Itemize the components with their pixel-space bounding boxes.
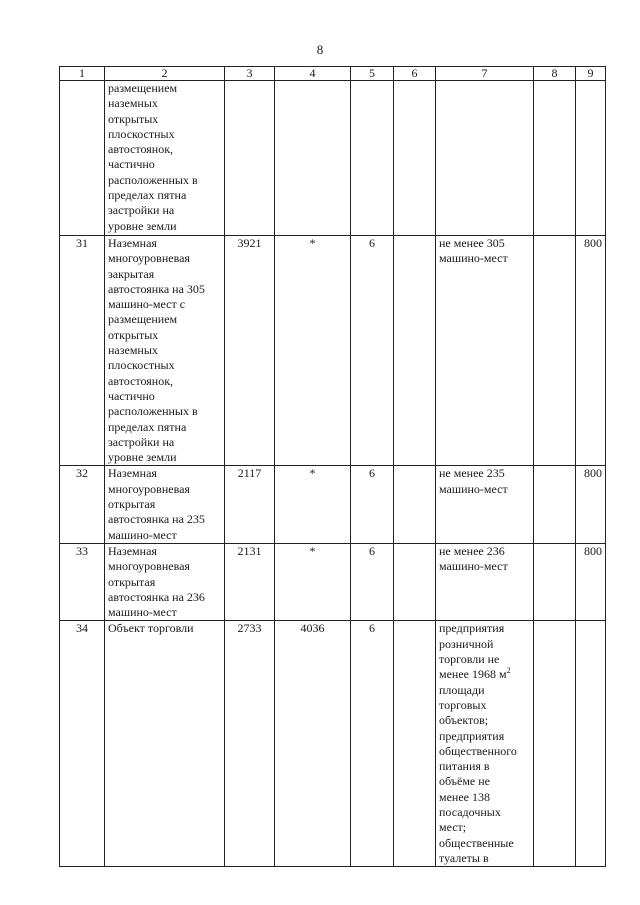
superscript-two: 2 — [506, 666, 511, 676]
cell-col8 — [534, 81, 576, 236]
cell-col7: не менее 235 машино-мест — [436, 466, 534, 543]
table-row — [60, 81, 606, 236]
column-header: 7 — [436, 67, 534, 81]
cell-col3: 2131 — [225, 543, 275, 620]
column-header: 8 — [534, 67, 576, 81]
table-row — [60, 621, 606, 867]
cell-col9: 800 — [576, 466, 606, 543]
column-header: 9 — [576, 67, 606, 81]
cell-col4: * — [275, 466, 351, 543]
cell-col6 — [394, 466, 436, 543]
data-table — [59, 66, 606, 867]
cell-col4: * — [275, 543, 351, 620]
cell-col5: 6 — [351, 236, 394, 466]
cell-col3: 3921 — [225, 236, 275, 466]
cell-col7: не менее 305 машино-мест — [436, 236, 534, 466]
cell-col7 — [436, 621, 534, 867]
row-number: 34 — [60, 621, 105, 867]
cell-col7: не менее 236 машино-мест — [436, 543, 534, 620]
cell-col5: 6 — [351, 466, 394, 543]
page-number: 8 — [316, 42, 324, 57]
cell-col8 — [534, 621, 576, 867]
row-number: 32 — [60, 466, 105, 543]
cell-col4: 4036 — [275, 621, 351, 867]
table-row — [60, 543, 606, 620]
cell-col8 — [534, 466, 576, 543]
cell-col4: * — [275, 236, 351, 466]
cell-col9: 800 — [576, 543, 606, 620]
cell-col5: 6 — [351, 621, 394, 867]
object-name: Объект торговли — [105, 621, 225, 867]
cell-col4 — [275, 81, 351, 236]
row-number: 31 — [60, 236, 105, 466]
table-header-row — [60, 67, 606, 81]
column-header: 3 — [225, 67, 275, 81]
cell-col8 — [534, 236, 576, 466]
table-row — [60, 236, 606, 466]
cell-col9: 800 — [576, 236, 606, 466]
table-row — [60, 466, 606, 543]
column-header: 5 — [351, 67, 394, 81]
cell-col9 — [576, 81, 606, 236]
cell-col3 — [225, 81, 275, 236]
cell-col3: 2733 — [225, 621, 275, 867]
column-header: 4 — [275, 67, 351, 81]
object-name: Наземная многоуровневая закрытая автостоянка на 305 машино-мест с размещением открытых наземных плоскостных автостоянок, частично расположенных в пределах пятна застройки на уровне земли — [105, 236, 225, 466]
cell-col6 — [394, 543, 436, 620]
row-number: 33 — [60, 543, 105, 620]
object-name: Наземная многоуровневая открытая автостоянка на 236 машино-мест — [105, 543, 225, 620]
cell-col5 — [351, 81, 394, 236]
row-number — [60, 81, 105, 236]
cell-col9 — [576, 621, 606, 867]
object-name: Наземная многоуровневая открытая автостоянка на 235 машино-мест — [105, 466, 225, 543]
cell-col7-text-b: площади торговых объектов; предприятия общественного питания в объёме не менее 138 посадочных мест; общественные туалеты в — [439, 682, 517, 865]
column-header: 2 — [105, 67, 225, 81]
cell-col6 — [394, 621, 436, 867]
cell-col5: 6 — [351, 543, 394, 620]
column-header: 1 — [60, 67, 105, 81]
cell-col8 — [534, 543, 576, 620]
cell-col7 — [436, 81, 534, 236]
cell-col6 — [394, 81, 436, 236]
cell-col3: 2117 — [225, 466, 275, 543]
cell-col6 — [394, 236, 436, 466]
object-name: размещением наземных открытых плоскостных автостоянок, частично расположенных в пределах пятна застройки на уровне земли — [105, 81, 225, 236]
column-header: 6 — [394, 67, 436, 81]
cell-col7-text-a: предприятия розничной торговли не менее 1968 м — [439, 621, 507, 682]
